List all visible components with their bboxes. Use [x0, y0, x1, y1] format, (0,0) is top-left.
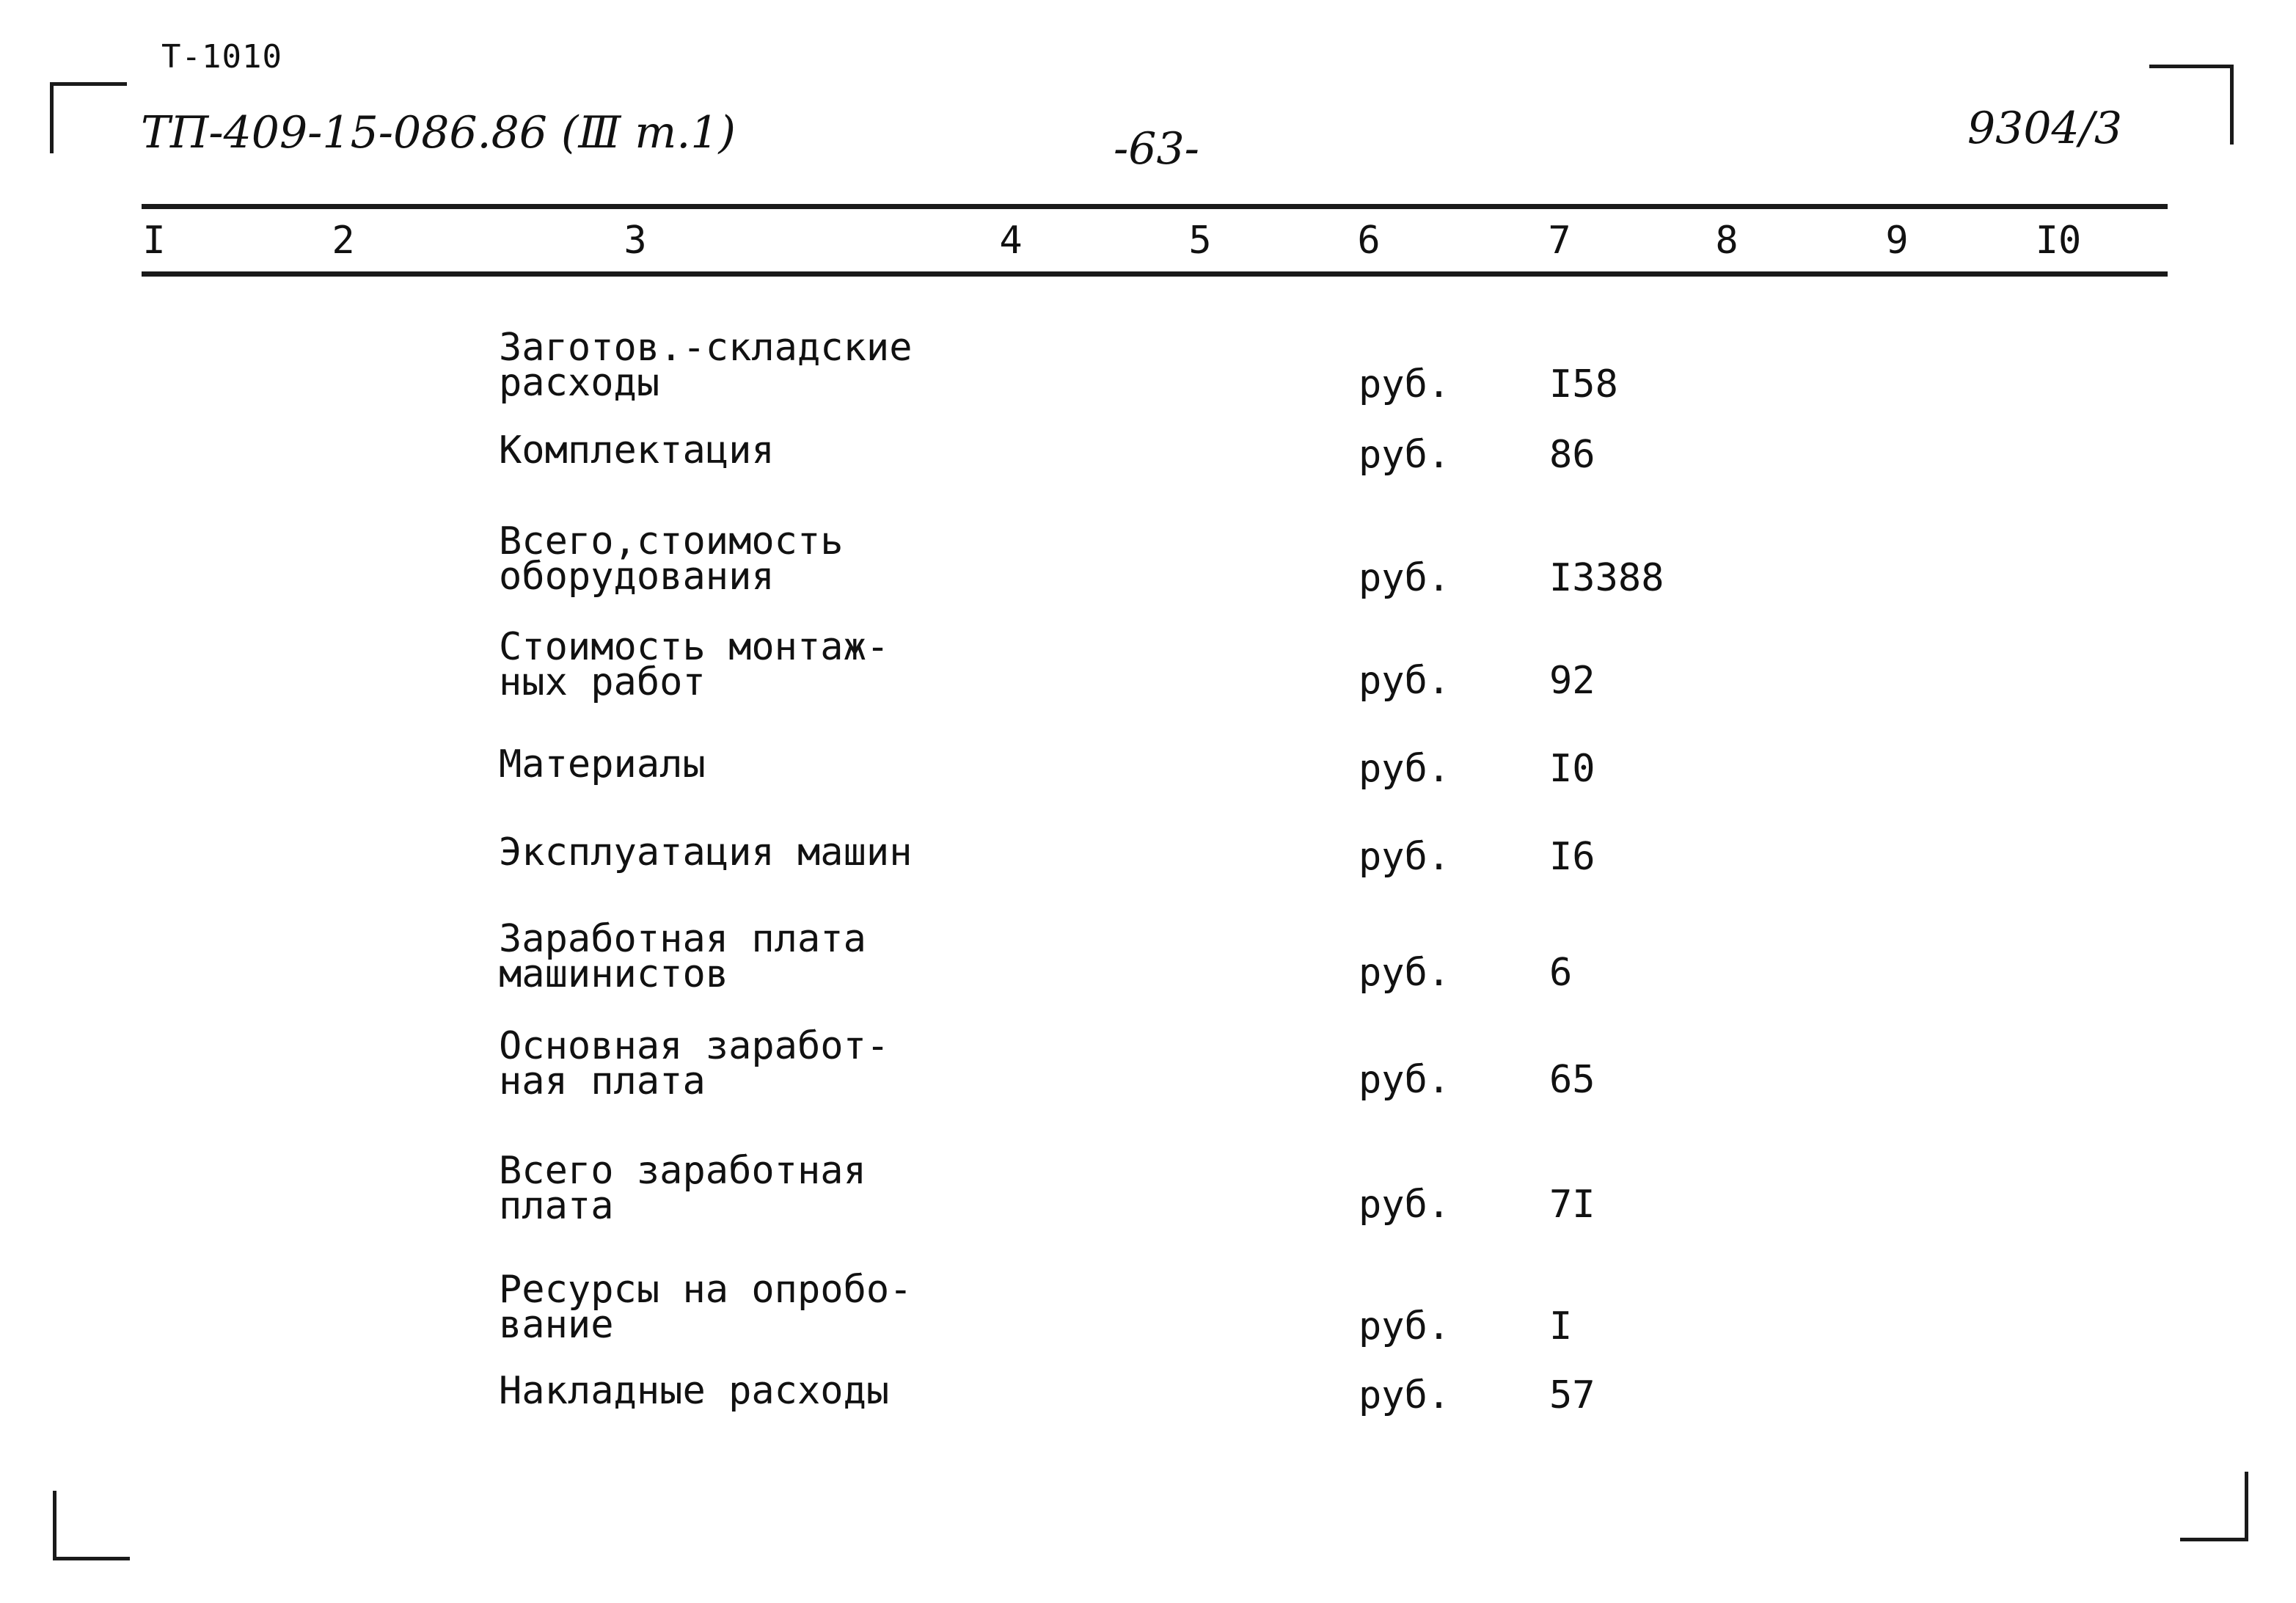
- row-name: Комплектация: [499, 428, 775, 472]
- row-unit: руб.: [1359, 747, 1451, 791]
- column-number: 3: [624, 219, 647, 263]
- column-number: 6: [1357, 219, 1381, 263]
- row-unit: руб.: [1359, 951, 1451, 995]
- row-unit: руб.: [1359, 556, 1451, 600]
- row-name: Всего заработная плата: [499, 1149, 866, 1228]
- document-number: ТП-409-15-086.86 (Ⅲ т.1): [141, 107, 736, 158]
- archive-number: 9304/3: [1967, 103, 2123, 154]
- row-value: 7I: [1549, 1183, 1595, 1227]
- corner-bracket-top-right: [2149, 65, 2234, 145]
- row-value: I3388: [1549, 556, 1664, 600]
- row-value: I: [1549, 1304, 1573, 1348]
- column-number: 8: [1715, 219, 1739, 263]
- row-name: Эксплуатация машин: [499, 830, 913, 874]
- table-header-bottom-rule: [142, 271, 2168, 277]
- column-number: 9: [1885, 219, 1909, 263]
- column-number: I0: [2035, 219, 2082, 263]
- row-name: Заготов.-складские расходы: [499, 326, 913, 405]
- row-unit: руб.: [1359, 1373, 1451, 1417]
- row-value: 65: [1549, 1058, 1595, 1102]
- column-number: 7: [1548, 219, 1571, 263]
- row-unit: руб.: [1359, 1183, 1451, 1227]
- column-number: 5: [1188, 219, 1212, 263]
- row-unit: руб.: [1359, 1058, 1451, 1102]
- row-value: 86: [1549, 433, 1595, 477]
- archive-stamp: Т-1010: [161, 38, 282, 76]
- row-name: Накладные расходы: [499, 1369, 890, 1413]
- column-number: 2: [332, 219, 355, 263]
- row-name: Стоимость монтаж- ных работ: [499, 625, 890, 704]
- corner-bracket-top-left: [50, 82, 127, 153]
- row-unit: руб.: [1359, 433, 1451, 477]
- row-value: 92: [1549, 659, 1595, 703]
- row-name: Основная заработ- ная плата: [499, 1024, 890, 1103]
- row-value: I0: [1549, 747, 1595, 791]
- column-number: 4: [999, 219, 1023, 263]
- row-unit: руб.: [1359, 659, 1451, 703]
- row-unit: руб.: [1359, 362, 1451, 406]
- table-header-top-rule: [142, 204, 2168, 209]
- column-number: I: [142, 219, 166, 263]
- row-unit: руб.: [1359, 1304, 1451, 1348]
- row-name: Всего,стоимость оборудования: [499, 519, 844, 599]
- row-name: Материалы: [499, 742, 706, 786]
- row-value: 57: [1549, 1373, 1595, 1417]
- page-number: -63-: [1114, 123, 1199, 175]
- row-value: 6: [1549, 951, 1573, 995]
- row-value: I6: [1549, 835, 1595, 879]
- row-name: Заработная плата машинистов: [499, 917, 866, 996]
- corner-bracket-bottom-right: [2180, 1472, 2248, 1541]
- row-name: Ресурсы на опробо- вание: [499, 1268, 913, 1347]
- row-unit: руб.: [1359, 835, 1451, 879]
- row-value: I58: [1549, 362, 1618, 406]
- corner-bracket-bottom-left: [53, 1491, 130, 1560]
